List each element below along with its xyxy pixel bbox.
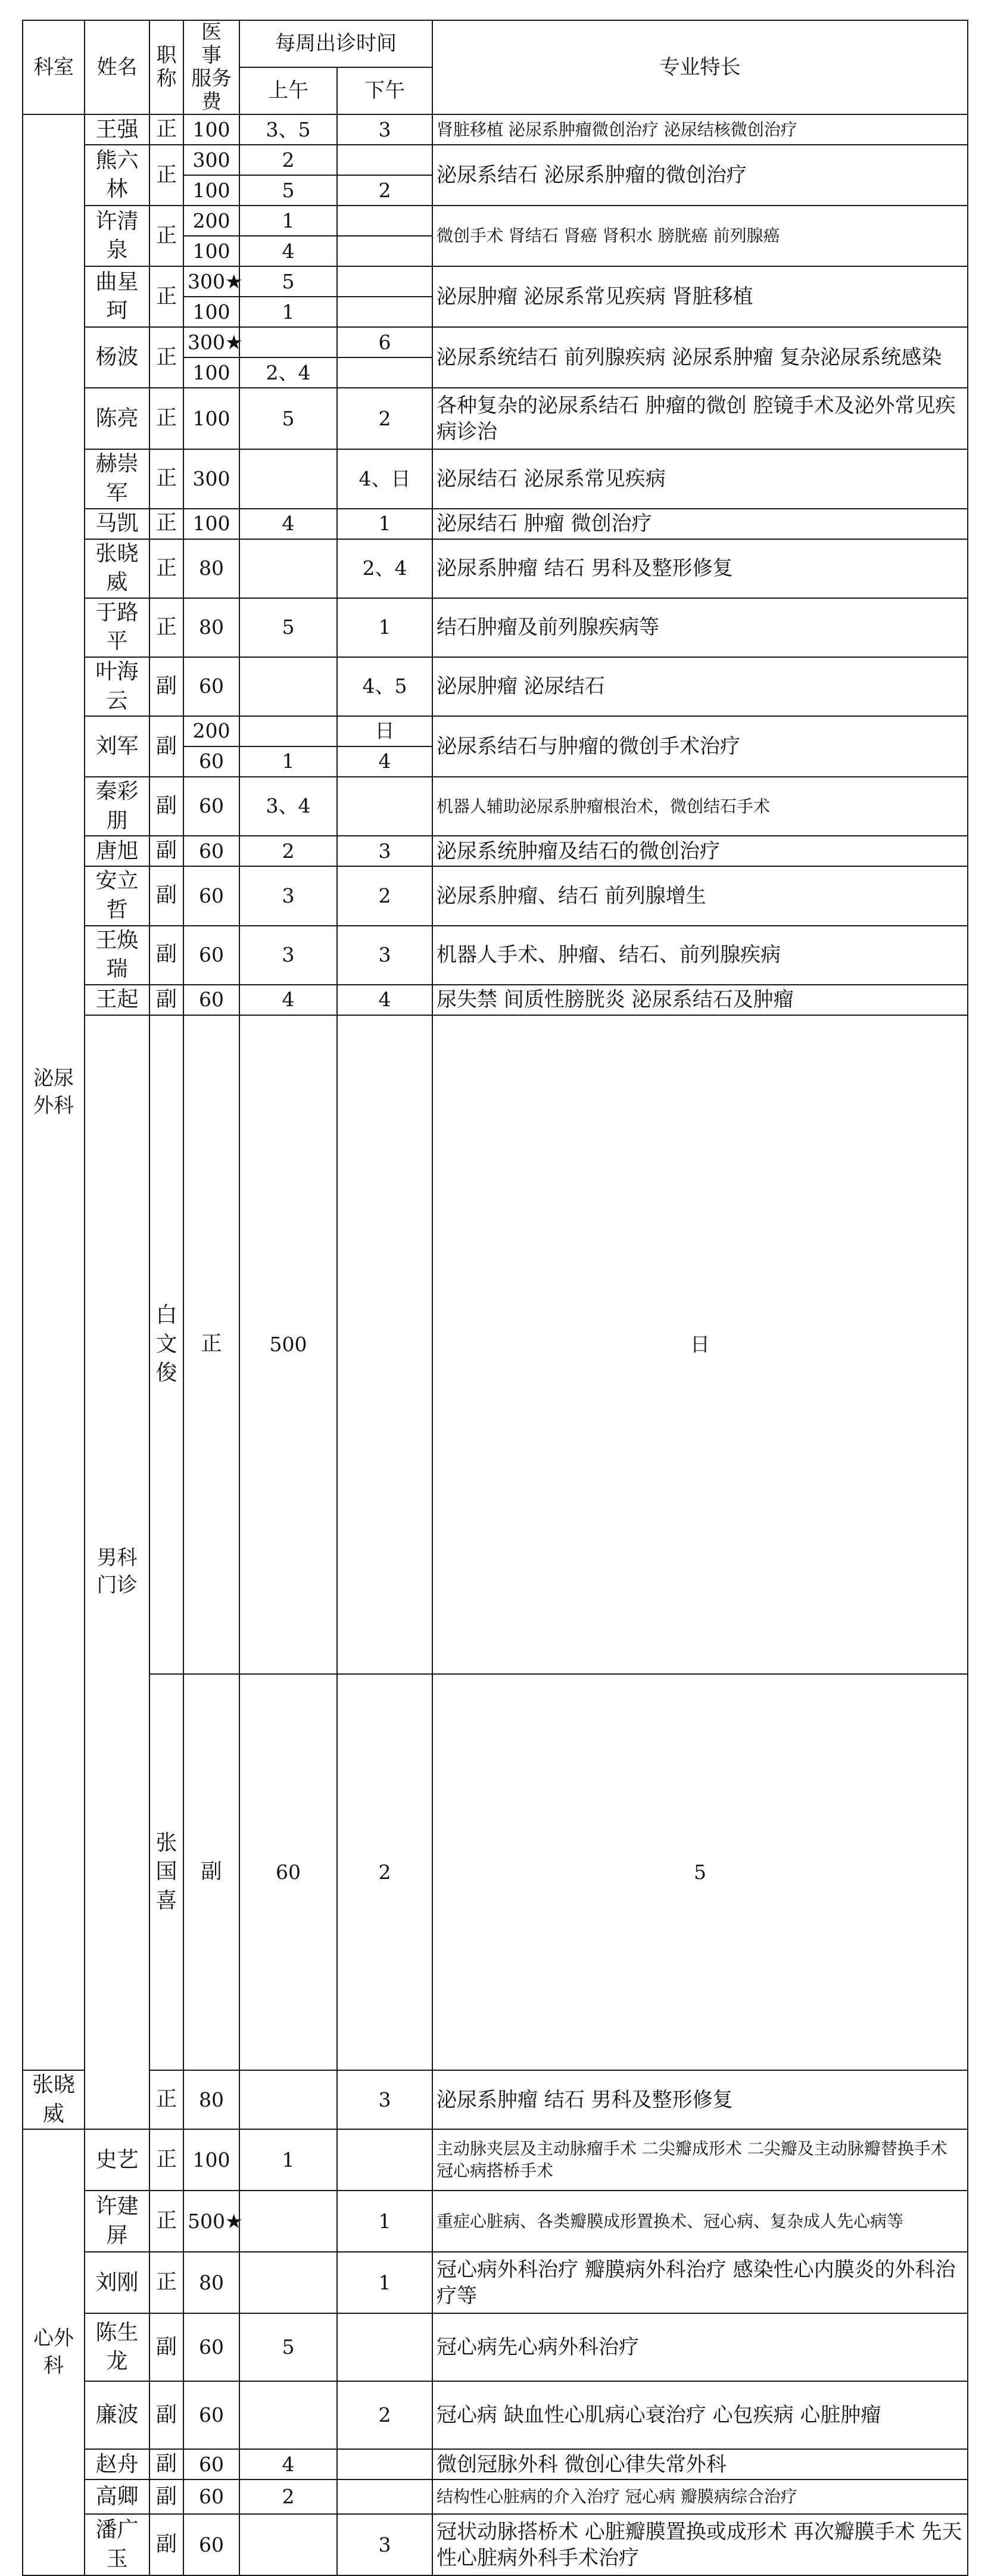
service-fee: 60 [183, 2381, 239, 2449]
clinic-am [239, 716, 337, 746]
clinic-am [239, 2070, 337, 2129]
service-fee: 300★ [183, 327, 239, 357]
service-fee: 300 [183, 449, 239, 508]
clinic-pm: 3 [337, 2514, 432, 2575]
doctor-title: 正 [149, 449, 183, 508]
clinic-pm: 4 [337, 746, 432, 777]
doctor-name: 许建屏 [85, 2191, 149, 2252]
specialty: 泌尿系肿瘤、结石 前列腺增生 [432, 866, 968, 925]
clinic-am: 1 [239, 2129, 337, 2191]
clinic-am: 5 [239, 388, 337, 449]
clinic-am: 5 [239, 598, 337, 657]
specialty: 微创冠脉外科 微创心律失常外科 [432, 2449, 968, 2479]
doctor-name: 高卿 [85, 2479, 149, 2514]
doctor-name: 潘广玉 [85, 2514, 149, 2575]
clinic-am: 5 [239, 175, 337, 206]
doctor-title: 副 [149, 657, 183, 716]
doctor-name: 王焕瑞 [85, 926, 149, 985]
clinic-am: 3 [239, 866, 337, 925]
clinic-am: 5 [239, 2313, 337, 2381]
doctor-name: 王起 [85, 985, 149, 1015]
clinic-pm: 2、4 [337, 539, 432, 598]
doctor-name: 赵舟 [85, 2449, 149, 2479]
clinic-pm [337, 236, 432, 266]
clinic-am: 4 [239, 509, 337, 539]
clinic-pm [337, 297, 432, 327]
service-fee: 300 [183, 145, 239, 175]
clinic-pm [337, 2313, 432, 2381]
clinic-pm [337, 2449, 432, 2479]
specialty: 泌尿结石 泌尿系常见疾病 [432, 449, 968, 508]
doctor-title: 副 [149, 926, 183, 985]
specialty: 结构性心脏病的介入治疗 冠心病 瓣膜病综合治疗 [432, 2479, 968, 2514]
service-fee: 200 [183, 206, 239, 236]
clinic-pm [337, 266, 432, 297]
specialty: 冠状动脉搭桥术 心脏瓣膜置换或成形术 再次瓣膜手术 先天性心脏病外科手术治疗 [432, 2514, 968, 2575]
doctor-name: 陈亮 [85, 388, 149, 449]
doctor-title: 副 [149, 2479, 183, 2514]
specialty: 肾脏移植 泌尿系肿瘤微创治疗 泌尿结核微创治疗 [432, 114, 968, 145]
doctor-title: 正 [183, 1015, 239, 1675]
clinic-am: 1 [239, 206, 337, 236]
specialty: 微创手术 肾结石 肾癌 肾积水 膀胱癌 前列腺癌 [432, 206, 968, 266]
specialty: 泌尿肿瘤 泌尿系常见疾病 肾脏移植 [432, 266, 968, 327]
doctor-title: 副 [149, 2514, 183, 2575]
service-fee: 60 [183, 866, 239, 925]
service-fee: 100 [183, 509, 239, 539]
clinic-pm: 4、5 [337, 657, 432, 716]
service-fee: 80 [183, 2070, 239, 2129]
doctor-title: 副 [149, 716, 183, 777]
specialty: 机器人辅助泌尿系肿瘤根治术，微创结石手术 [432, 777, 968, 836]
service-fee: 500★ [183, 2191, 239, 2252]
clinic-am: 2、4 [239, 357, 337, 388]
specialty: 各种复杂的泌尿系结石 肿瘤的微创 腔镜手术及泌外常见疾病诊治 [432, 388, 968, 449]
clinic-pm [337, 206, 432, 236]
service-fee: 200 [183, 716, 239, 746]
doctor-title: 正 [149, 2070, 183, 2129]
service-fee: 60 [183, 657, 239, 716]
doctor-title: 副 [149, 2381, 183, 2449]
clinic-am [239, 2191, 337, 2252]
service-fee: 60 [183, 2479, 239, 2514]
clinic-am: 1 [239, 746, 337, 777]
doctor-title: 正 [149, 2129, 183, 2191]
specialty: 泌尿系统结石 前列腺疾病 泌尿系肿瘤 复杂泌尿系统感染 [432, 327, 968, 388]
specialty: 泌尿系结石与肿瘤的微创手术治疗 [432, 716, 968, 777]
clinic-am: 2 [239, 2479, 337, 2514]
clinic-pm: 6 [337, 327, 432, 357]
doctor-title: 正 [149, 206, 183, 266]
doctor-title: 副 [149, 2313, 183, 2381]
doctor-name: 刘军 [85, 716, 149, 777]
service-fee: 60 [183, 985, 239, 1015]
service-fee: 100 [183, 175, 239, 206]
clinic-am [239, 2514, 337, 2575]
doctor-title: 正 [149, 509, 183, 539]
clinic-am: 4 [239, 985, 337, 1015]
specialty: 泌尿结石 肿瘤 微创治疗 [432, 509, 968, 539]
doctor-title: 副 [149, 866, 183, 925]
clinic-pm: 2 [337, 2381, 432, 2449]
service-fee: 100 [183, 114, 239, 145]
doctor-name: 白文俊 [149, 1015, 183, 1675]
specialty: 泌尿系结石 泌尿系肿瘤的微创治疗 [432, 145, 968, 206]
service-fee: 60 [183, 777, 239, 836]
clinic-am [239, 2381, 337, 2449]
clinic-am: 3、5 [239, 114, 337, 145]
service-fee: 80 [183, 2252, 239, 2313]
clinic-pm [337, 357, 432, 388]
doctor-name: 马凯 [85, 509, 149, 539]
clinic-am: 3、4 [239, 777, 337, 836]
clinic-pm: 日 [337, 716, 432, 746]
doctor-name: 唐旭 [85, 836, 149, 866]
clinic-am [239, 539, 337, 598]
doctor-title: 副 [183, 1674, 239, 2070]
dept-andrology: 男科门诊 [85, 1015, 149, 2130]
header-fee-line2: 服务费 [191, 67, 232, 114]
doctor-name: 刘刚 [85, 2252, 149, 2313]
service-fee: 500 [239, 1015, 337, 1675]
service-fee: 60 [183, 2449, 239, 2479]
clinic-pm: 1 [337, 2252, 432, 2313]
doctor-title: 正 [149, 145, 183, 206]
clinic-pm: 3 [337, 114, 432, 145]
clinic-pm: 2 [337, 866, 432, 925]
clinic-pm: 3 [337, 836, 432, 866]
doctor-title: 正 [149, 388, 183, 449]
header-pm: 下午 [337, 67, 432, 114]
specialty: 重症心脏病、各类瓣膜成形置换术、冠心病、复杂成人先心病等 [432, 2191, 968, 2252]
doctor-title: 副 [149, 985, 183, 1015]
clinic-am: 4 [239, 2449, 337, 2479]
doctor-name: 秦彩朋 [85, 777, 149, 836]
service-fee: 60 [183, 2313, 239, 2381]
clinic-pm: 日 [432, 1015, 968, 1675]
clinic-pm [337, 2129, 432, 2191]
clinic-am: 3 [239, 926, 337, 985]
clinic-am: 4 [239, 236, 337, 266]
doctor-name: 陈生龙 [85, 2313, 149, 2381]
service-fee: 100 [183, 388, 239, 449]
doctor-name: 王强 [85, 114, 149, 145]
clinic-am [239, 2252, 337, 2313]
service-fee: 100 [183, 236, 239, 266]
doctor-name: 安立哲 [85, 866, 149, 925]
clinic-pm: 1 [337, 2191, 432, 2252]
service-fee: 60 [183, 836, 239, 866]
specialty: 泌尿系统肿瘤及结石的微创治疗 [432, 836, 968, 866]
clinic-am [239, 657, 337, 716]
header-specialty: 专业特长 [432, 20, 968, 114]
doctor-title: 正 [149, 327, 183, 388]
specialty: 泌尿系肿瘤 结石 男科及整形修复 [432, 539, 968, 598]
clinic-pm: 1 [337, 598, 432, 657]
service-fee: 100 [183, 357, 239, 388]
specialty: 泌尿系肿瘤 结石 男科及整形修复 [432, 2070, 968, 2129]
doctor-title: 正 [149, 114, 183, 145]
clinic-pm: 2 [337, 388, 432, 449]
clinic-pm: 4、日 [337, 449, 432, 508]
doctor-title: 正 [149, 2191, 183, 2252]
service-fee: 60 [183, 926, 239, 985]
clinic-am [337, 1015, 432, 1675]
doctor-title: 副 [149, 836, 183, 866]
doctor-title: 正 [149, 539, 183, 598]
clinic-pm [337, 777, 432, 836]
clinic-pm: 2 [337, 175, 432, 206]
clinic-pm: 1 [337, 509, 432, 539]
dept-urology: 泌尿外科 [23, 114, 85, 2070]
specialty: 冠心病 缺血性心肌病心衰治疗 心包疾病 心脏肿瘤 [432, 2381, 968, 2449]
clinic-am: 2 [239, 836, 337, 866]
clinic-am [239, 449, 337, 508]
clinic-am: 1 [239, 297, 337, 327]
doctor-name: 张晓威 [85, 539, 149, 598]
clinic-am: 5 [239, 266, 337, 297]
doctor-title: 副 [149, 2449, 183, 2479]
service-fee: 100 [183, 297, 239, 327]
doctor-title: 正 [149, 266, 183, 327]
doctor-title: 副 [149, 777, 183, 836]
clinic-pm [337, 145, 432, 175]
header-name: 姓名 [85, 20, 149, 114]
doctor-name: 史艺 [85, 2129, 149, 2191]
specialty: 泌尿肿瘤 泌尿结石 [432, 657, 968, 716]
doctor-name: 许清泉 [85, 206, 149, 266]
dept-cardiac-surgery: 心外科 [23, 2129, 85, 2575]
specialty: 尿失禁 间质性膀胱炎 泌尿系结石及肿瘤 [432, 985, 968, 1015]
header-title: 职称 [149, 20, 183, 114]
doctor-name: 于路平 [85, 598, 149, 657]
clinic-pm: 3 [337, 926, 432, 985]
header-am: 上午 [239, 67, 337, 114]
service-fee: 80 [183, 539, 239, 598]
specialty: 结石肿瘤及前列腺疾病等 [432, 598, 968, 657]
clinic-am: 2 [239, 145, 337, 175]
service-fee: 60 [183, 746, 239, 777]
service-fee: 100 [183, 2129, 239, 2191]
clinic-pm [337, 2479, 432, 2514]
clinic-pm: 4 [337, 985, 432, 1015]
doctor-name: 曲星珂 [85, 266, 149, 327]
doctor-name: 廉波 [85, 2381, 149, 2449]
specialty: 主动脉夹层及主动脉瘤手术 二尖瓣成形术 二尖瓣及主动脉瓣替换手术 冠心病搭桥手术 [432, 2129, 968, 2191]
clinic-schedule-table [22, 20, 968, 2576]
specialty: 冠心病先心病外科治疗 [432, 2313, 968, 2381]
service-fee: 60 [239, 1674, 337, 2070]
doctor-name: 赫崇军 [85, 449, 149, 508]
clinic-am [239, 327, 337, 357]
doctor-name: 叶海云 [85, 657, 149, 716]
service-fee: 60 [183, 2514, 239, 2575]
specialty: 机器人手术、肿瘤、结石、前列腺疾病 [432, 926, 968, 985]
specialty: 冠心病外科治疗 瓣膜病外科治疗 感染性心内膜炎的外科治疗等 [432, 2252, 968, 2313]
doctor-title: 正 [149, 598, 183, 657]
doctor-name: 张晓威 [23, 2070, 85, 2129]
doctor-name: 杨波 [85, 327, 149, 388]
service-fee: 300★ [183, 266, 239, 297]
clinic-pm: 3 [337, 2070, 432, 2129]
doctor-name: 张国喜 [149, 1674, 183, 2070]
clinic-am: 2 [337, 1674, 432, 2070]
header-weekly-schedule: 每周出诊时间 [239, 20, 432, 67]
service-fee: 80 [183, 598, 239, 657]
clinic-pm: 5 [432, 1674, 968, 2070]
header-fee [183, 20, 242, 114]
doctor-title: 正 [149, 2252, 183, 2313]
doctor-name: 熊六林 [85, 145, 149, 206]
header-dept: 科室 [23, 20, 85, 114]
header-fee-line1: 医 事 [201, 20, 242, 68]
